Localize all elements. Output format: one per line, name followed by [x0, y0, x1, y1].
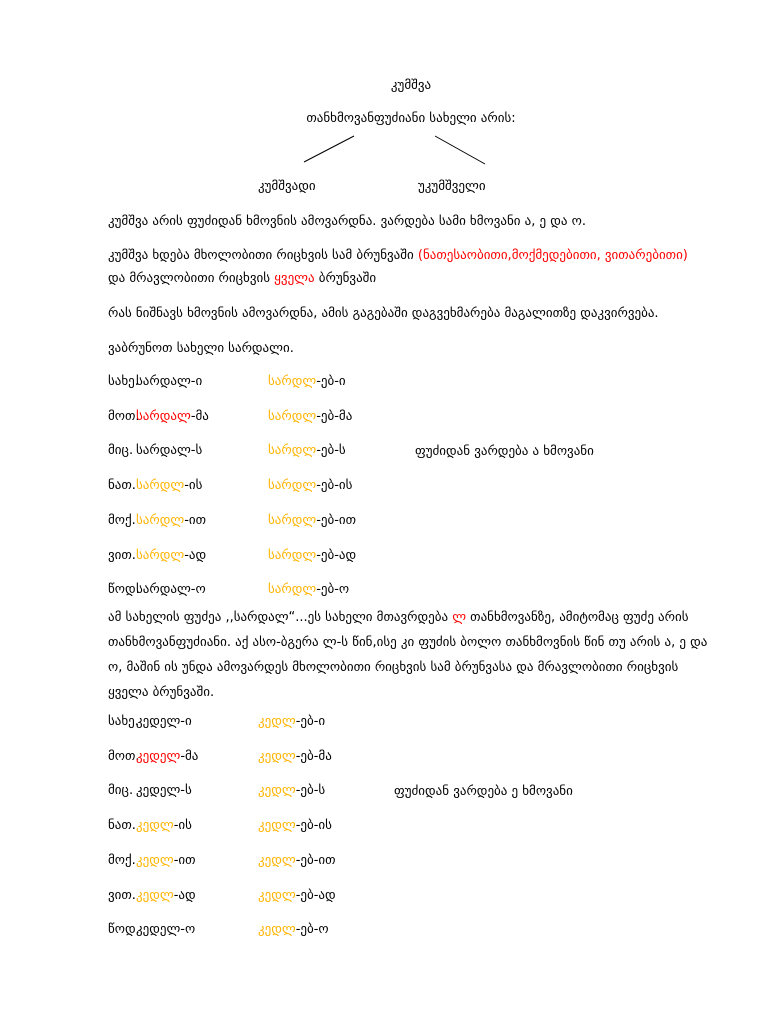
singular-part: სარდალ-ს	[136, 443, 203, 459]
stem-explanation-text: ამ სახელის ფუძეა ,,სარდალ“...ეს სახელი მთავრდება	[108, 610, 453, 625]
stem-explanation-highlight: ლ	[452, 610, 467, 625]
case-label: მოქ.	[108, 512, 136, 528]
plural-form	[258, 748, 332, 766]
singular-form	[136, 512, 206, 530]
plural-stem: კედლ	[258, 922, 296, 938]
paragraph-cases-line1	[108, 247, 688, 265]
branch-line-left	[304, 136, 354, 162]
singular-part: კედლ	[136, 852, 174, 868]
singular-form	[136, 713, 192, 731]
plural-form	[268, 373, 346, 391]
singular-form	[136, 921, 195, 939]
case-label: მიც.	[108, 783, 134, 799]
plural-stem: სარდლ	[268, 547, 317, 563]
singular-part: -ის	[184, 478, 203, 494]
plural-suffix: -ებ-მა	[316, 408, 353, 424]
plural-stem: სარდლ	[268, 582, 317, 598]
plural-form	[268, 581, 349, 599]
singular-part: -ად	[173, 887, 196, 903]
plural-stem: სარდლ	[268, 512, 317, 528]
plural-suffix: -ებ-ი	[316, 374, 346, 389]
singular-form	[136, 782, 192, 800]
plural-suffix: -ებ-ი	[295, 714, 326, 729]
case-label: ვით.	[108, 547, 136, 563]
branch-lines	[0, 0, 768, 200]
singular-part: სარდლ	[136, 512, 185, 528]
singular-form	[136, 817, 192, 835]
singular-part: სარდალ-ი	[136, 374, 203, 389]
singular-part: კედელ-ო	[136, 922, 196, 938]
case-label: ნათ.	[108, 478, 136, 494]
singular-form	[136, 477, 202, 495]
table1-note: ფუძიდან ვარდება ა ხმოვანი	[415, 444, 594, 459]
paragraph-plural-text: და მრავლობითი რიცხვის	[108, 271, 275, 286]
singular-part: -მა	[190, 408, 209, 424]
plural-form	[258, 713, 325, 731]
singular-part: კედლ	[136, 887, 174, 903]
plural-suffix: -ებ-ად	[295, 887, 336, 903]
case-label: სახე.	[108, 374, 139, 389]
case-label: წოდ.	[108, 922, 140, 938]
plural-stem: სარდლ	[268, 374, 317, 389]
singular-part: სარდლ	[136, 478, 185, 494]
singular-part: -ად	[184, 547, 207, 563]
singular-part: -ით	[173, 852, 196, 868]
singular-part: კედლ	[136, 818, 174, 834]
singular-form	[136, 373, 202, 391]
plural-form	[258, 782, 325, 800]
singular-part: სარდალ-ო	[136, 582, 206, 598]
plural-form	[258, 852, 336, 870]
paragraph-cases-line2	[108, 270, 376, 288]
singular-part: კედელ	[136, 748, 181, 764]
paragraph-example-intro: ვაბრუნოთ სახელი სარდალი.	[108, 341, 294, 356]
singular-form	[136, 581, 206, 599]
plural-form	[258, 921, 329, 939]
plural-form	[268, 408, 352, 426]
plural-stem: კედლ	[258, 852, 296, 868]
singular-form	[136, 547, 206, 565]
singular-part: სარდლ	[136, 547, 185, 563]
paragraph-plural-highlight: ყველა	[274, 271, 315, 286]
plural-form	[258, 817, 332, 835]
case-label: ნათ.	[108, 818, 136, 834]
plural-form	[268, 442, 346, 460]
branch-line-right	[435, 136, 485, 164]
case-label: მოთ.	[108, 408, 140, 424]
plural-suffix: -ებ-ით	[316, 512, 357, 528]
singular-form	[136, 852, 196, 870]
plural-suffix: -ებ-მა	[295, 748, 332, 764]
plural-suffix: -ებ-ს	[295, 783, 326, 799]
singular-form	[136, 748, 198, 766]
plural-suffix: -ებ-ო	[295, 922, 329, 938]
branch-right-label: უკუმშველი	[418, 179, 486, 194]
paragraph-plural-end: ბრუნვაში	[314, 271, 377, 286]
singular-form	[136, 887, 196, 905]
plural-suffix: -ებ-ად	[316, 547, 357, 563]
plural-suffix: -ებ-ის	[295, 818, 332, 834]
plural-stem: კედლ	[258, 714, 296, 729]
singular-part: -ის	[173, 818, 192, 834]
page-subtitle: თანხმოვანფუძიანი სახელი არის:	[306, 111, 516, 126]
page-title: კუმშვა	[390, 78, 432, 93]
plural-form	[268, 477, 352, 495]
paragraph-stem-explanation	[108, 605, 708, 705]
plural-suffix: -ებ-ით	[295, 852, 336, 868]
case-label: მოთ.	[108, 748, 140, 764]
case-label: წოდ.	[108, 582, 140, 598]
plural-suffix: -ებ-ის	[316, 478, 353, 494]
singular-form	[136, 442, 202, 460]
singular-part: სარდალ	[136, 408, 191, 424]
paragraph-definition: კუმშვა არის ფუძიდან ხმოვნის ამოვარდნა. ვარდება სამი ხმოვანი ა, ე და ო.	[108, 214, 586, 229]
plural-suffix: -ებ-ს	[316, 443, 346, 459]
plural-form	[268, 512, 356, 530]
plural-form	[258, 887, 336, 905]
table2-note: ფუძიდან ვარდება ე ხმოვანი	[394, 784, 573, 799]
plural-stem: სარდლ	[268, 478, 317, 494]
singular-form	[136, 408, 209, 426]
case-label: მიც.	[108, 443, 134, 459]
branch-left-label: კუმშვადი	[258, 179, 316, 194]
case-label: მოქ.	[108, 852, 136, 868]
case-label: ვით.	[108, 887, 136, 903]
plural-stem: სარდლ	[268, 443, 317, 459]
paragraph-cases-highlight: (ნათესაობითი,მოქმედებითი, ვითარებითი)	[417, 248, 688, 263]
stem-explanation-rest: თანხმოვანზე, ამიტომაც ფუძე არის თანხმოვანფუძიანი. აქ ასო-ბგერა ლ-ს წინ,ისე კი ფუძის ბოლო თანხმოვნის წინ თუ არის ა, ე და ო, მაშინ ის უნდა ამოვარდეს მხოლობითი რიცხვის სამ ბრუნვასა და მრავლობითი რიცხვის ყველა ბრუნვაში.	[108, 610, 708, 700]
plural-stem: კედლ	[258, 818, 296, 834]
singular-part: კედელ-ი	[136, 714, 192, 729]
case-label: სახე.	[108, 714, 139, 729]
paragraph-explanation: რას ნიშნავს ხმოვნის ამოვარდნა, ამის გაგებაში დაგვეხმარება მაგალითზე დაკვირვება.	[108, 306, 659, 321]
singular-part: კედელ-ს	[136, 783, 192, 799]
plural-form	[268, 547, 356, 565]
plural-stem: კედლ	[258, 887, 296, 903]
singular-part: -მა	[180, 748, 199, 764]
plural-stem: კედლ	[258, 748, 296, 764]
plural-suffix: -ებ-ო	[316, 582, 350, 598]
paragraph-cases-text: კუმშვა ხდება მხოლობითი რიცხვის სამ ბრუნვაში	[108, 248, 418, 263]
plural-stem: სარდლ	[268, 408, 317, 424]
plural-stem: კედლ	[258, 783, 296, 799]
singular-part: -ით	[184, 512, 207, 528]
